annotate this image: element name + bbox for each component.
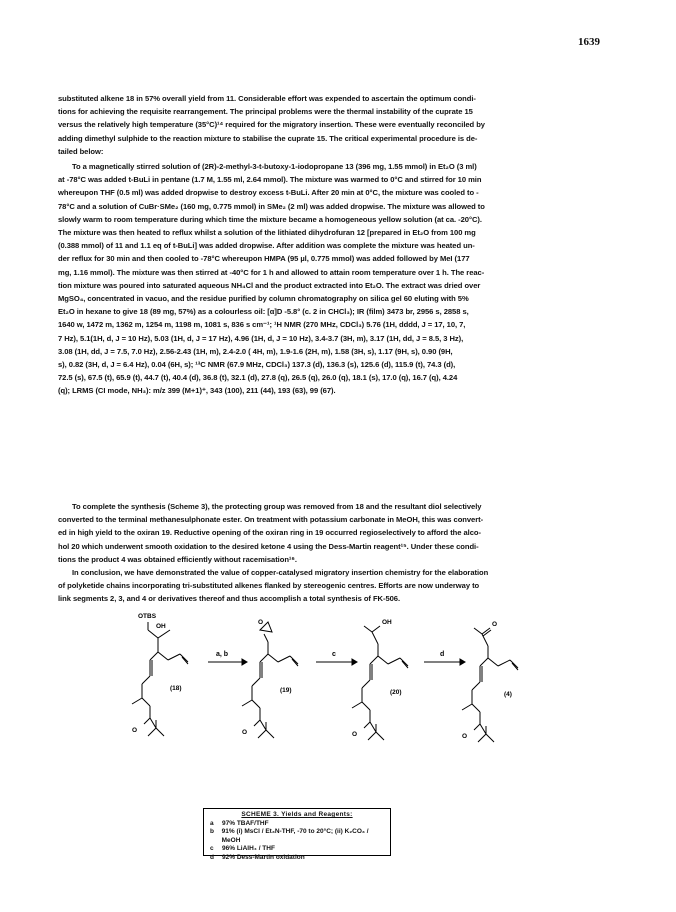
legend-row bbox=[210, 854, 384, 863]
text-line: der reflux for 30 min and then cooled to -78°C whereupon HMPA (95 µl, 0.775 mmol) was added followed by MeI (177 bbox=[58, 254, 470, 264]
compound-label-19: (19) bbox=[280, 687, 292, 694]
legend-key: d bbox=[210, 853, 214, 861]
text-line: MgSO₄, concentrated in vacuo, and the residue purified by column chromatography on silica gel 60 eluting with 5% bbox=[58, 294, 469, 304]
text-line: To a magnetically stirred solution of (2R)-2-methyl-3-t-butoxy-1-iodopropane 13 (396 mg, 1.55 mmol) in Et₂O (3 ml) bbox=[72, 162, 477, 171]
structure-18 bbox=[132, 622, 188, 736]
text-line: 1640 w, 1472 m, 1362 m, 1254 m, 1198 m, 1081 s, 836 s cm⁻¹; ¹H NMR (270 MHz, CDCl₃) 5.76 (1H, dddd, J = 17, 10, 7, bbox=[58, 320, 466, 330]
compound-label-20: (20) bbox=[390, 689, 402, 696]
atom-label-oh: OH bbox=[382, 619, 392, 626]
text-line: link segments 2, 3, and 4 or derivatives thereof and thus accomplish a total synthesis of FK-506. bbox=[58, 594, 401, 604]
text-line: The mixture was then heated to reflux whilst a solution of the lithiated dihydrofuran 12 [prepared in Et₂O from 100 mg bbox=[58, 228, 476, 238]
legend-text: 96% LiAlH₄ / THF bbox=[222, 845, 275, 853]
text-line: at -78°C was added t-BuLi in pentane (1.7 M, 1.55 ml, 2.64 mmol). The mixture was warmed to 0°C and stirred for 10 min bbox=[58, 175, 482, 185]
arrow-label-d: d bbox=[440, 651, 445, 658]
text-line: To complete the synthesis (Scheme 3), the protecting group was removed from 18 and the resultant diol selectively bbox=[72, 502, 482, 511]
legend-key: b bbox=[210, 828, 214, 836]
text-line: 3.08 (1H, dd, J = 7.5, 7.0 Hz), 2.56-2.43 (1H, m), 2.4-2.0 ( 4H, m), 1.9-1.6 (2H, m), 1.58 (3H, s), 1.17 (9H, s), 0.90 (9H, bbox=[58, 346, 453, 356]
text-line: tions the product 4 was obtained efficiently without racemisation¹⁶. bbox=[58, 554, 297, 564]
atom-label-oh: OH bbox=[156, 623, 166, 630]
text-line: tions for achieving the requisite rearrangement. The principal problems were the thermal instability of the cuprate 15 bbox=[58, 107, 473, 117]
text-line: s), 0.82 (3H, d, J = 6.4 Hz), 0.04 (6H, s); ¹³C NMR (67.9 MHz, CDCl₃) 137.3 (d), 136.3 (s), 125.6 (d), 115.9 (t), 74.3 (d), bbox=[58, 360, 456, 370]
text-line: 78°C and a solution of CuBr·SMe₂ (160 mg, 0.775 mmol) in SMe₂ (2 ml) was added dropwise. The mixture was allowed to bbox=[58, 201, 485, 211]
text-line: versus the relatively high temperature (35°C)¹⁴ required for the migratory insertion. These were eventually reconciled by bbox=[58, 120, 485, 130]
paragraph-synthesis bbox=[58, 500, 622, 566]
compound-label-18: (18) bbox=[170, 685, 182, 692]
text-line: mg, 1.16 mmol). The mixture was then stirred at -40°C for 1 h and allowed to attain room temperature over 1 h. The reac- bbox=[58, 267, 485, 277]
arrow-d bbox=[424, 659, 465, 665]
legend-key: a bbox=[210, 819, 214, 827]
arrow-ab bbox=[208, 659, 247, 665]
atom-label-epoxide-o: O bbox=[258, 619, 264, 626]
arrow-label-ab: a, b bbox=[216, 651, 229, 658]
structure-20 bbox=[352, 626, 408, 740]
legend-text: 91% (i) MsCl / Et₃N-THF, -70 to 20°C; (ii) K₂CO₃ / MeOH bbox=[221, 828, 369, 844]
legend-key: c bbox=[210, 845, 214, 853]
atom-label-otbs: OTBS bbox=[138, 613, 157, 620]
paragraph-intro bbox=[58, 92, 622, 158]
text-line: (q); LRMS (CI mode, NH₃): m/z 399 (M+1)⁺, 343 (100), 211 (44), 193 (63), 99 (67). bbox=[58, 386, 336, 396]
atom-label-o: O bbox=[462, 733, 468, 740]
legend-row bbox=[210, 820, 384, 829]
text-line: tailed below: bbox=[58, 146, 104, 156]
text-line: substituted alkene 18 in 57% overall yield from 11. Considerable effort was expended to ascertain the optimum condi- bbox=[58, 94, 476, 103]
text-line: slowly warm to room temperature during which time the mixture became a homogeneous yellow solution (at ca. -20°C). bbox=[58, 214, 482, 224]
arrow-label-c: c bbox=[332, 651, 336, 658]
atom-label-o: O bbox=[132, 727, 138, 734]
text-line: tion mixture was poured into saturated aqueous NH₄Cl and the product extracted into Et₂O. The extract was dried over bbox=[58, 280, 481, 290]
text-line: 72.5 (s), 67.5 (t), 65.9 (t), 44.7 (t), 40.4 (d), 36.8 (t), 32.1 (d), 27.8 (q), 26.5 (q), 26.0 (q), 18.1 (s), 17.0 (q), 16.7 (q), 4.24 bbox=[58, 373, 458, 383]
text-line: adding dimethyl sulphide to the reaction mixture to stabilise the cuprate 15. The critical experimental procedure is de- bbox=[58, 133, 478, 143]
legend-text: 97% TBAF/THF bbox=[222, 819, 269, 827]
compound-label-4: (4) bbox=[504, 691, 512, 698]
legend-text: 92% Dess-Martin oxidation bbox=[222, 853, 305, 861]
reaction-scheme bbox=[120, 600, 580, 810]
text-line: converted to the terminal methanesulphonate ester. On treatment with potassium carbonate in MeOH, this was convert- bbox=[58, 515, 484, 525]
text-line: whereupon THF (0.5 ml) was added dropwise to destroy excess t-BuLi. After 20 min at 0°C, the mixture was cooled to - bbox=[58, 188, 479, 198]
legend-title: SCHEME 3. Yields and Reagents: bbox=[241, 811, 353, 818]
text-line: 7 Hz), 5.1(1H, d, J = 10 Hz), 5.03 (1H, d, J = 17 Hz), 4.96 (1H, d, J = 10 Hz), 3.4-3.7 (3H, m), 3.17 (1H, dd, J = 8.5, 3 Hz), bbox=[58, 333, 464, 343]
atom-label-o: O bbox=[242, 729, 248, 736]
legend-row bbox=[210, 845, 384, 854]
text-line: of polyketide chains incorporating tri-substituted alkenes flanked by stereogenic centres. Efforts are now underway to bbox=[58, 581, 480, 591]
text-line: (0.388 mmol) of 11 and 1.1 eq of t-BuLi] was added dropwise. After addition was complete the mixture was heated un- bbox=[58, 241, 475, 251]
text-line: hol 20 which underwent smooth oxidation to the desired ketone 4 using the Dess-Martin reagent¹⁵. Under these condi- bbox=[58, 541, 479, 551]
structure-4 bbox=[462, 628, 518, 742]
text-line: In conclusion, we have demonstrated the value of copper-catalysed migratory insertion chemistry for the elaboration bbox=[72, 568, 489, 577]
arrow-c bbox=[316, 659, 357, 665]
scheme-legend bbox=[203, 808, 391, 861]
atom-label-ketone-o: O bbox=[492, 621, 498, 628]
paragraph-experimental bbox=[58, 160, 622, 398]
atom-label-o: O bbox=[352, 731, 358, 738]
text-line: Et₂O in hexane to give 18 (89 mg, 57%) as a colourless oil: [α]D -5.8° (c. 2 in CHCl₃); IR (film) 3473 br, 2956 s, 2858 s, bbox=[58, 307, 469, 317]
text-line: ed in high yield to the oxiran 19. Reductive opening of the oxiran ring in 19 occurred regioselectively to afford the alco- bbox=[58, 528, 481, 538]
structure-19 bbox=[242, 622, 298, 738]
legend-row bbox=[210, 828, 384, 845]
page-number: 1639 bbox=[578, 36, 600, 48]
